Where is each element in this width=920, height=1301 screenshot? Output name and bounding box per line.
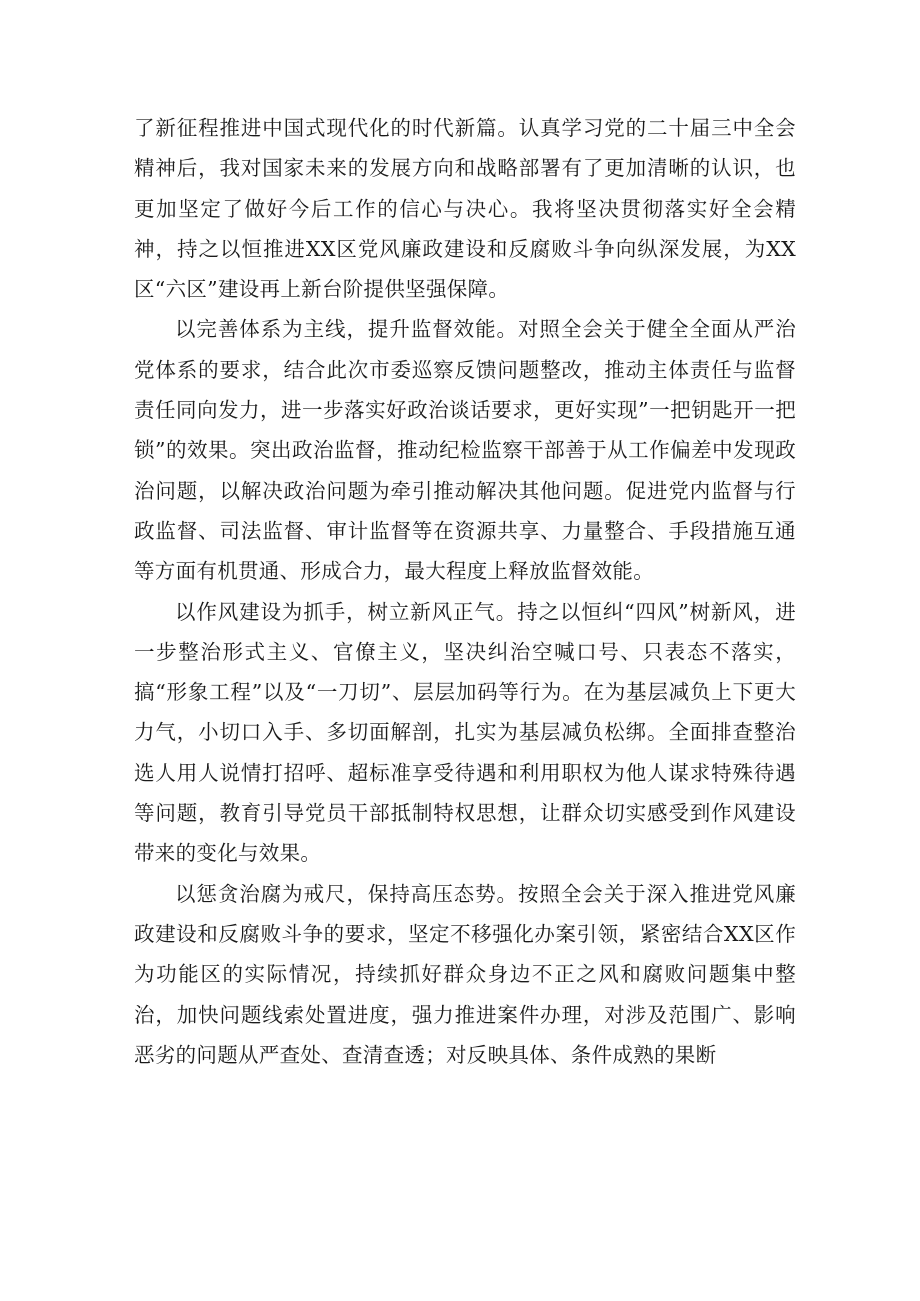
paragraph-2: 以完善体系为主线，提升监督效能。对照全会关于健全全面从严治党体系的要求，结合此次市委巡察反馈问题整改，推动主体责任与监督责任同向发力，进一步落实好政治谈话要求，更好实现”一把钥匙开一把锁”的效果。突出政治监督，推动纪检监察干部善于从工作偏差中发现政治问题，以解决政治问题为牵引推动解决其他问题。促进党内监督与行政监督、司法监督、审计监督等在资源共享、力量整合、手段措施互通等方面有机贯通、形成合力，最大程度上释放监督效能。 <box>134 317 796 584</box>
paragraph-3: 以作风建设为抓手，树立新风正气。持之以恒纠“四风”树新风，进一步整治形式主义、官僚主义，坚决纠治空喊口号、只表态不落实，搞“形象工程”以及“一刀切”、层层加码等行为。在为基层减负上下更大力气，小切口入手、多切面解剖，扎实为基层减负松绑。全面排查整治选人用人说情打招呼、超标准享受待遇和利用职权为他人谋求特殊待遇等问题，教育引导党员干部抵制特权思想，让群众切实感受到作风建设带来的变化与效果。 <box>134 599 796 866</box>
paragraph-4: 以惩贪治腐为戒尺，保持高压态势。按照全会关于深入推进党风廉政建设和反腐败斗争的要求，坚定不移强化办案引领，紧密结合XX区作为功能区的实际情况，持续抓好群众身边不正之风和腐败问题集中整治，加快问题线索处置进度，强力推进案件办理，对涉及范围广、影响恶劣的问题从严查处、查清查透；对反映具体、条件成熟的果断 <box>134 881 796 1067</box>
paragraph-1: 了新征程推进中国式现代化的时代新篇。认真学习党的二十届三中全会精神后，我对国家未来的发展方向和战略部署有了更加清晰的认识，也更加坚定了做好今后工作的信心与决心。我将坚决贯彻落实好全会精神，持之以恒推进XX区党风廉政建设和反腐败斗争向纵深发展，为XX区“六区”建设再上新台阶提供坚强保障。 <box>134 116 796 302</box>
document-body <box>134 108 796 1075</box>
